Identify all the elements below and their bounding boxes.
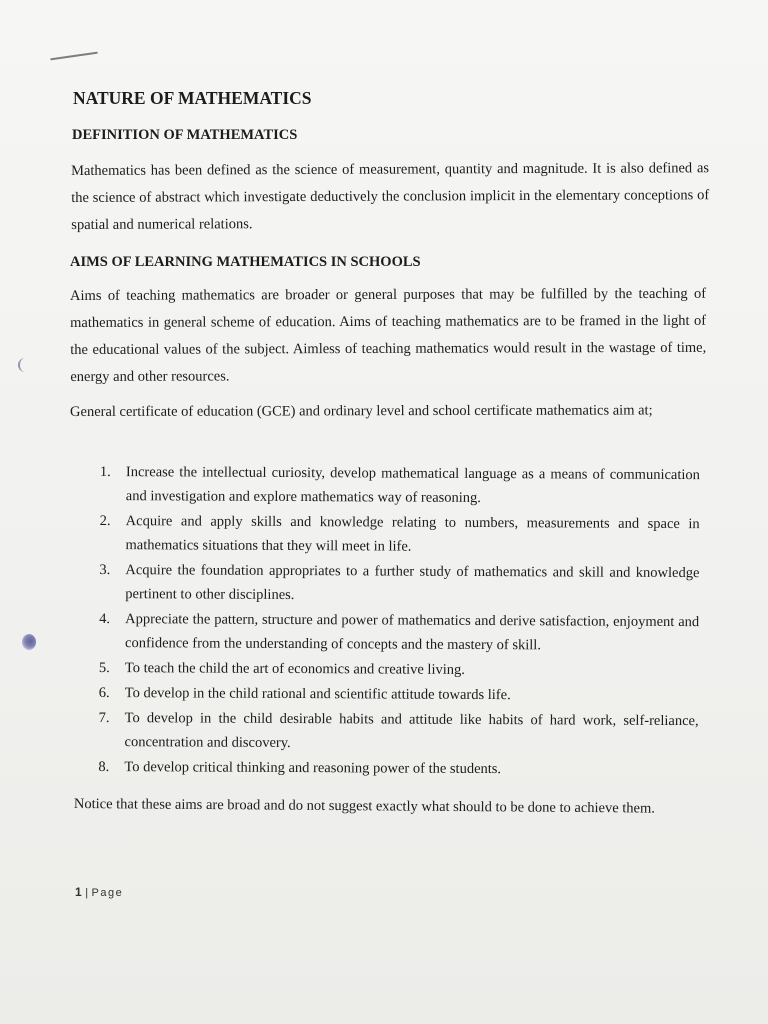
page-footer <box>75 885 123 899</box>
footer-separator: | <box>85 887 90 899</box>
list-item-text: To teach the child the art of economics and creative living. <box>124 660 465 678</box>
list-item-text: Appreciate the pattern, structure and power of mathematics and derive satisfaction, enjoyment and confidence from the understanding of concepts and the mastery of skill. <box>124 611 700 654</box>
aims-paragraph: Aims of teaching mathematics are broader or general purposes that may be fulfilled by the teaching of mathematics in general scheme of education. Aims of teaching mathematics are to be framed in the light of the educational values of the subject. Aimless of teaching mathematics would result in the wastage of time, energy and other resources. <box>70 285 707 385</box>
list-item-number: 5. <box>98 659 110 677</box>
page-label: Page <box>91 887 124 899</box>
list-item-text: Increase the intellectual curiosity, develop mathematical language as a means of communication and investigation and explore mathematics way of reasoning. <box>125 464 700 506</box>
closing-paragraph: Notice that these aims are broad and do not suggest exactly what should to be done to achieve them. <box>73 795 655 817</box>
list-item-number: 2. <box>99 512 111 530</box>
page-title: NATURE OF MATHEMATICS <box>73 88 312 108</box>
list-item-text: Acquire the foundation appropriates to a further study of mathematics and skill and knowledge pertinent to other disciplines. <box>125 562 700 604</box>
list-item <box>99 509 699 560</box>
list-item <box>98 706 698 757</box>
aims-list <box>98 460 700 783</box>
list-item <box>99 681 699 708</box>
definition-heading: DEFINITION OF MATHEMATICS <box>72 127 298 143</box>
list-item <box>99 656 699 683</box>
ink-blot-mark <box>22 634 36 650</box>
list-item-text: To develop in the child desirable habits and attitude like habits of hard work, self-reliance, concentration and discovery. <box>124 710 699 752</box>
list-item <box>99 607 699 658</box>
list-item-number: 7. <box>98 709 110 727</box>
list-item <box>100 460 700 511</box>
punch-hole-mark <box>18 358 30 372</box>
gce-intro-paragraph: General certificate of education (GCE) and ordinary level and school certificate mathematics aim at; <box>70 402 653 420</box>
definition-paragraph: Mathematics has been defined as the science of measurement, quantity and magnitude. It is also defined as the science of abstract which investigate deductively the conclusion implicit in the elementary conceptions of spatial and numerical relations. <box>71 160 710 233</box>
list-item-text: To develop critical thinking and reasoning power of the students. <box>124 759 502 778</box>
pen-stroke-mark <box>50 52 98 61</box>
aims-heading: AIMS OF LEARNING MATHEMATICS IN SCHOOLS <box>70 254 421 270</box>
list-item-number: 6. <box>98 684 110 702</box>
list-item-number: 3. <box>99 561 111 579</box>
list-item-number: 1. <box>99 463 111 481</box>
list-item-text: Acquire and apply skills and knowledge relating to numbers, measurements and space in mathematics situations that they will meet in life. <box>125 513 700 555</box>
list-item-number: 8. <box>98 758 110 776</box>
list-item <box>99 558 699 609</box>
list-item-text: To develop in the child rational and scientific attitude towards life. <box>124 685 511 704</box>
list-item <box>98 755 698 782</box>
list-item-number: 4. <box>99 610 111 628</box>
page-number: 1 <box>75 885 84 899</box>
